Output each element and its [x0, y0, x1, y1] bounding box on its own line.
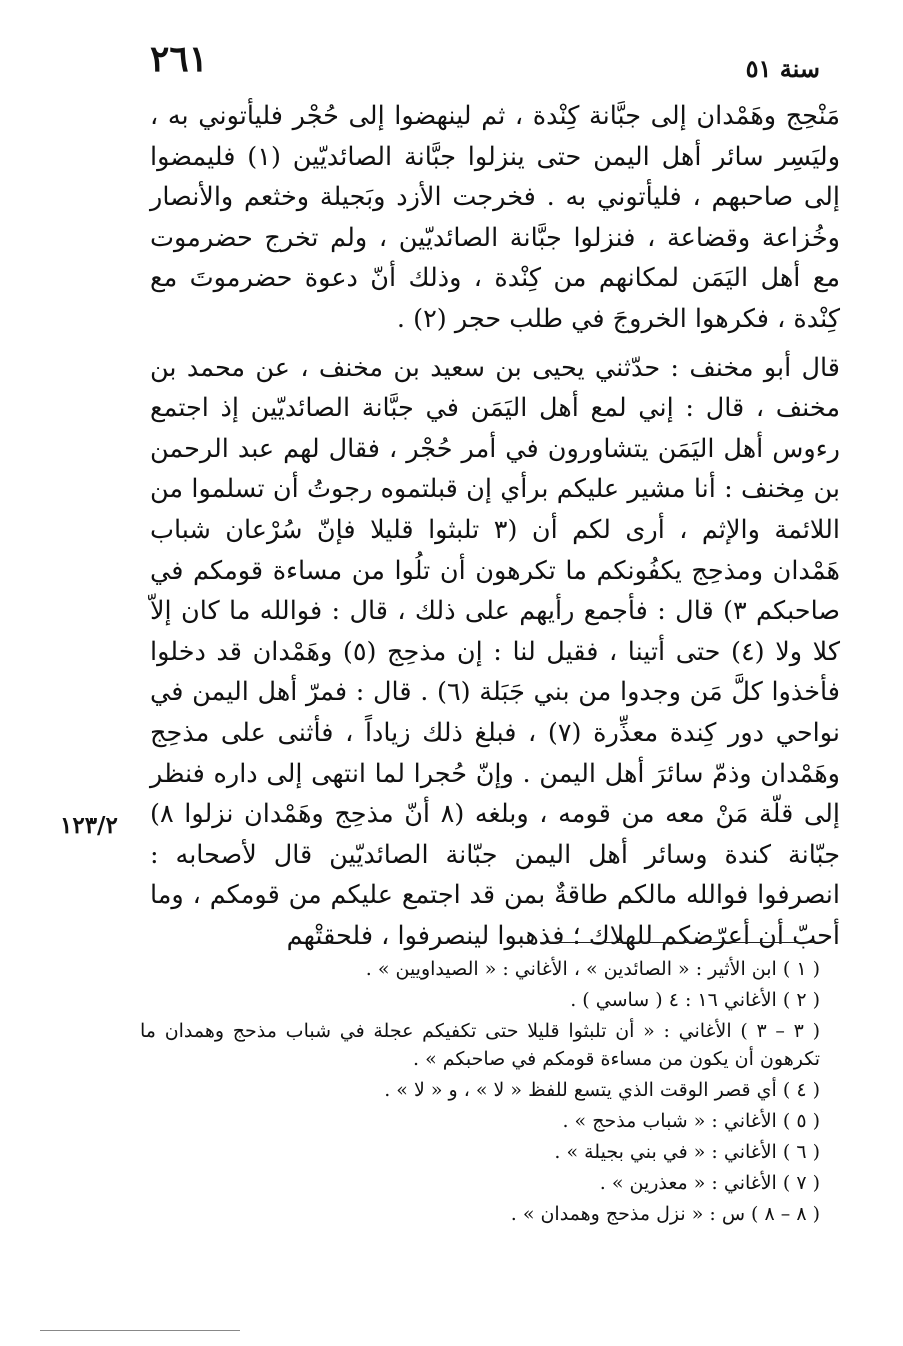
- footnote-6: ( ٦ ) الأغاني : « في بني بجيلة » .: [554, 1141, 820, 1163]
- paragraph-1: مَنْحِج وهَمْدان إلى جبَّانة كِنْدة ، ثم لينهضوا إلى حُجْر فليأتوني به ، وليَسِر سائر أهل اليمن حتى ينزلوا جبَّانة الصائديّين (١) فليمضوا إلى صاحبهم ، فليأتوني به . فخرجت الأزد وبَجيلة وخثعم والأنصار وخُزاعة وقضاعة ، فنزلوا جبَّانة الصائديّين ، ولم تخرج حضرموت مع أهل اليَمَن لمكانهم من كِنْدة ، وذلك أنّ دعوة حضرموتَ مع كِنْدة ، فكرهوا الخروجَ في طلب حجر (٢) .: [150, 101, 841, 334]
- footnote-7: ( ٧ ) الأغاني : « معذرين » .: [599, 1172, 820, 1194]
- main-text: [150, 96, 840, 956]
- footnote-5: ( ٥ ) الأغاني : « شباب مذحج » .: [562, 1110, 820, 1132]
- page-number: ٢٦١: [150, 38, 209, 80]
- footnote-divider: [540, 942, 820, 943]
- footnote-4: ( ٤ ) أي قصر الوقت الذي يتسع للفظ « لا » ، و « لا » .: [384, 1079, 820, 1101]
- running-head: سنة ٥١: [745, 54, 820, 83]
- footnote-1: ( ١ ) ابن الأثير : « الصائدين » ، الأغاني : « الصيداويين » .: [365, 958, 820, 980]
- scan-edge-line: [40, 1330, 240, 1331]
- margin-reference: ١٢٣/٢: [60, 812, 118, 839]
- paragraph-2: قال أبو مخنف : حدّثني يحيى بن سعيد بن مخنف ، عن محمد بن مخنف ، قال : إني لمع أهل اليَمَن في جبَّانة الصائديّين إذ اجتمع رءوس أهل اليَمَن يتشاورون في أمر حُجْر ، فقال لهم عبد الرحمن بن مِخنف : أنا مشير عليكم برأي إن قبلتموه رجوتُ أن تسلموا من اللائمة والإثم ، أرى لكم أن (٣ تلبثوا قليلا فإنّ سُرْعان شباب هَمْدان ومذحِج يكفُونكم ما تكرهون أن تلُوا من مساءة قومكم في صاحبكم ٣) قال : فأجمع رأيهم على ذلك ، قال : فوالله ما كان إلاّ كلا ولا (٤) حتى أتينا ، فقيل لنا : إن مذحِج (٥) وهَمْدان قد دخلوا فأخذوا كلَّ مَن وجدوا من بني جَبَلة (٦) . قال : فمرّ أهل اليمن في نواحي دور كِندة معذِّرة (٧) ، فبلغ ذلك زياداً ، فأثنى على مذحِج وهَمْدان وذمّ سائرَ أهل اليمن . وإنّ حُجرا لما انتهى إلى داره فنظر إلى قلّة مَنْ معه من قومه ، وبلغه (٨ أنّ مذحِج وهَمْدان نزلوا ٨) جبّانة كندة وسائر أهل اليمن جبّانة الصائديّين قال لأصحابه : انصرفوا فوالله مالكم طاقةٌ بمن قد اجتمع عليكم من قومكم ، وما أحبّ أن أعرّضكم للهلاك ؛ فذهبوا لينصرفوا ، فلحقتْهم: [150, 352, 841, 951]
- footnote-8: ( ٨ – ٨ ) س : « نزل مذحج وهمدان » .: [510, 1203, 820, 1225]
- footnotes: [140, 955, 820, 1231]
- footnote-3: ( ٣ – ٣ ) الأغاني : « أن تلبثوا قليلا حتى تكفيكم عجلة في شباب مذحج وهمدان ما تكرهون أن يكون من مساءة قومكم في صاحبكم » .: [140, 1020, 820, 1070]
- footnote-2: ( ٢ ) الأغاني ١٦ : ٤ ( ساسي ) .: [570, 989, 820, 1011]
- page-header: [140, 38, 820, 88]
